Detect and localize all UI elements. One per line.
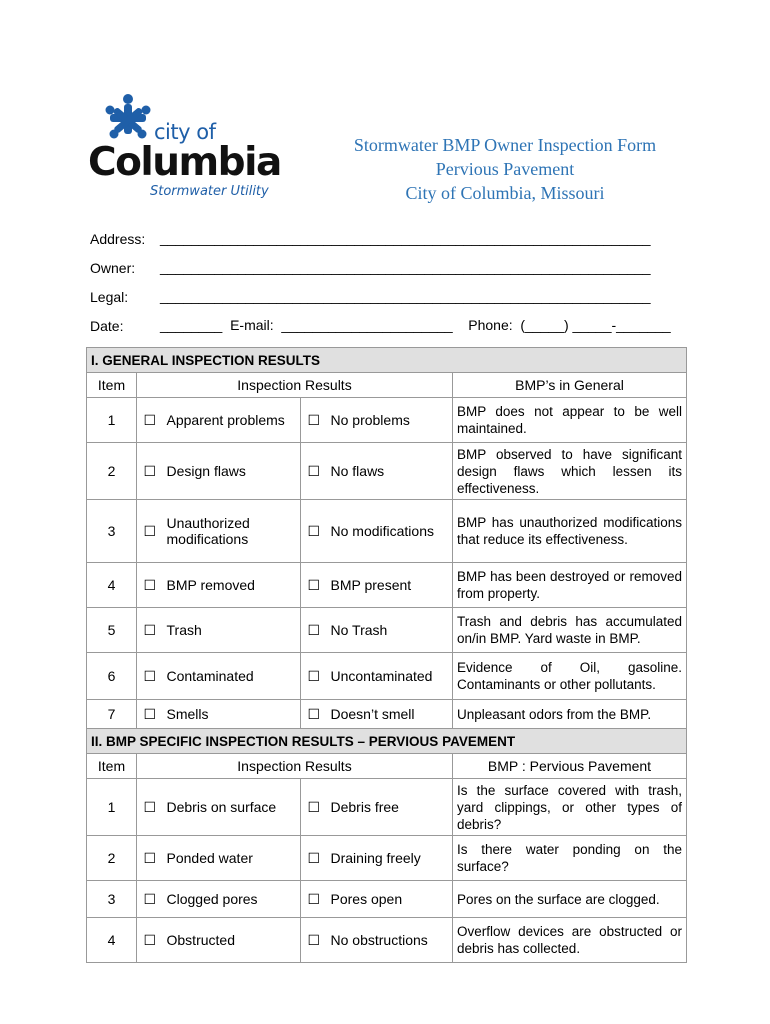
item-number: 5 <box>87 608 137 653</box>
option-b-label: No obstructions <box>327 918 453 963</box>
checkbox-option-a[interactable]: ☐ <box>137 700 163 729</box>
checkbox-option-b[interactable]: ☐ <box>301 608 327 653</box>
option-a-label: Debris on surface <box>163 779 301 836</box>
city-logo <box>88 92 281 202</box>
table-row <box>87 700 687 729</box>
option-a-label: Clogged pores <box>163 881 301 918</box>
section2-heading-row <box>87 729 687 754</box>
option-b-label: Uncontaminated <box>327 653 453 700</box>
item-number: 2 <box>87 836 137 881</box>
logo-city-of-text: city of <box>154 120 216 144</box>
form-location: City of Columbia, Missouri <box>405 183 605 203</box>
option-a-label: Smells <box>163 700 301 729</box>
description: Trash and debris has accumulated on/in BMP. Yard waste in BMP. <box>453 608 687 653</box>
table-row <box>87 918 687 963</box>
checkbox-option-a[interactable]: ☐ <box>137 836 163 881</box>
option-b-label: Draining freely <box>327 836 453 881</box>
item-number: 2 <box>87 443 137 500</box>
option-a-label: Ponded water <box>163 836 301 881</box>
checkbox-option-a[interactable]: ☐ <box>137 608 163 653</box>
checkbox-option-a[interactable]: ☐ <box>137 563 163 608</box>
logo-columbia-text: Columbia <box>88 140 281 185</box>
checkbox-option-b[interactable]: ☐ <box>301 500 327 563</box>
item-number: 3 <box>87 881 137 918</box>
option-b-label: Debris free <box>327 779 453 836</box>
description: Evidence of Oil, gasoline. Contaminants or other pollutants. <box>453 653 687 700</box>
checkbox-option-b[interactable]: ☐ <box>301 700 327 729</box>
option-a-label: Unauthorized modifications <box>163 500 301 563</box>
checkbox-option-b[interactable]: ☐ <box>301 443 327 500</box>
table-row <box>87 563 687 608</box>
column-header-inspection-results: Inspection Results <box>137 373 453 398</box>
section-heading: II. BMP SPECIFIC INSPECTION RESULTS – PERVIOUS PAVEMENT <box>87 729 687 754</box>
form-subtitle: Pervious Pavement <box>435 159 575 179</box>
checkbox-option-a[interactable]: ☐ <box>137 443 163 500</box>
option-b-label: Doesn’t smell <box>327 700 453 729</box>
checkbox-option-a[interactable]: ☐ <box>137 398 163 443</box>
table-row <box>87 500 687 563</box>
description: Is there water ponding on the surface? <box>453 836 687 881</box>
address-label: Address: <box>90 231 146 247</box>
checkbox-option-b[interactable]: ☐ <box>301 653 327 700</box>
table-row <box>87 398 687 443</box>
logo-utility-text: Stormwater Utility <box>150 184 269 199</box>
legal-field[interactable]: _______________________________________________________________ <box>160 288 651 304</box>
section1-column-header-row <box>87 373 687 398</box>
option-b-label: Pores open <box>327 881 453 918</box>
option-b-label: No Trash <box>327 608 453 653</box>
owner-label: Owner: <box>90 260 136 276</box>
option-b-label: BMP present <box>327 563 453 608</box>
table-row <box>87 836 687 881</box>
option-b-label: No modifications <box>327 500 453 563</box>
option-a-label: Design flaws <box>163 443 301 500</box>
item-number: 4 <box>87 563 137 608</box>
option-a-label: Trash <box>163 608 301 653</box>
table-row <box>87 653 687 700</box>
description: BMP does not appear to be well maintained. <box>453 398 687 443</box>
section1-heading-row <box>87 348 687 373</box>
checkbox-option-b[interactable]: ☐ <box>301 398 327 443</box>
description: BMP has unauthorized modifications that reduce its effectiveness. <box>453 500 687 563</box>
description: Is the surface covered with trash, yard clippings, or other types of debris? <box>453 779 687 836</box>
description: Pores on the surface are clogged. <box>453 881 687 918</box>
checkbox-option-a[interactable]: ☐ <box>137 779 163 836</box>
inspection-table-body <box>87 348 687 963</box>
checkbox-option-a[interactable]: ☐ <box>137 881 163 918</box>
item-number: 3 <box>87 500 137 563</box>
checkbox-option-a[interactable]: ☐ <box>137 653 163 700</box>
item-number: 7 <box>87 700 137 729</box>
item-number: 4 <box>87 918 137 963</box>
city-logo-icon <box>102 92 154 144</box>
address-field[interactable]: _______________________________________________________________ <box>160 230 651 246</box>
checkbox-option-b[interactable]: ☐ <box>301 563 327 608</box>
option-a-label: Contaminated <box>163 653 301 700</box>
column-header-inspection-results: Inspection Results <box>137 754 453 779</box>
date-label: Date: <box>90 318 124 334</box>
option-b-label: No flaws <box>327 443 453 500</box>
table-row <box>87 779 687 836</box>
description: BMP has been destroyed or removed from property. <box>453 563 687 608</box>
legal-label: Legal: <box>90 289 129 305</box>
column-header-description: BMP’s in General <box>453 373 687 398</box>
item-number: 1 <box>87 779 137 836</box>
column-header-item: Item <box>87 373 137 398</box>
option-a-label: Apparent problems <box>163 398 301 443</box>
checkbox-option-b[interactable]: ☐ <box>301 779 327 836</box>
section2-column-header-row <box>87 754 687 779</box>
option-b-label: No problems <box>327 398 453 443</box>
table-row <box>87 443 687 500</box>
section-heading: I. GENERAL INSPECTION RESULTS <box>87 348 687 373</box>
column-header-description: BMP : Pervious Pavement <box>453 754 687 779</box>
table-row <box>87 881 687 918</box>
table-row <box>87 608 687 653</box>
description: BMP observed to have significant design flaws which lessen its effectiveness. <box>453 443 687 500</box>
description: Overflow devices are obstructed or debris has collected. <box>453 918 687 963</box>
option-a-label: BMP removed <box>163 563 301 608</box>
item-number: 6 <box>87 653 137 700</box>
checkbox-option-b[interactable]: ☐ <box>301 836 327 881</box>
item-number: 1 <box>87 398 137 443</box>
checkbox-option-b[interactable]: ☐ <box>301 918 327 963</box>
option-a-label: Obstructed <box>163 918 301 963</box>
date-email-phone-fields[interactable]: ________ E-mail: ______________________ Phone: (_____) _____-_______ <box>160 317 671 333</box>
checkbox-option-a[interactable]: ☐ <box>137 918 163 963</box>
checkbox-option-a[interactable]: ☐ <box>137 500 163 563</box>
form-title: Stormwater BMP Owner Inspection Form <box>353 135 657 155</box>
inspection-table <box>86 347 687 963</box>
column-header-item: Item <box>87 754 137 779</box>
owner-field[interactable]: _______________________________________________________________ <box>160 259 651 275</box>
checkbox-option-b[interactable]: ☐ <box>301 881 327 918</box>
description: Unpleasant odors from the BMP. <box>453 700 687 729</box>
